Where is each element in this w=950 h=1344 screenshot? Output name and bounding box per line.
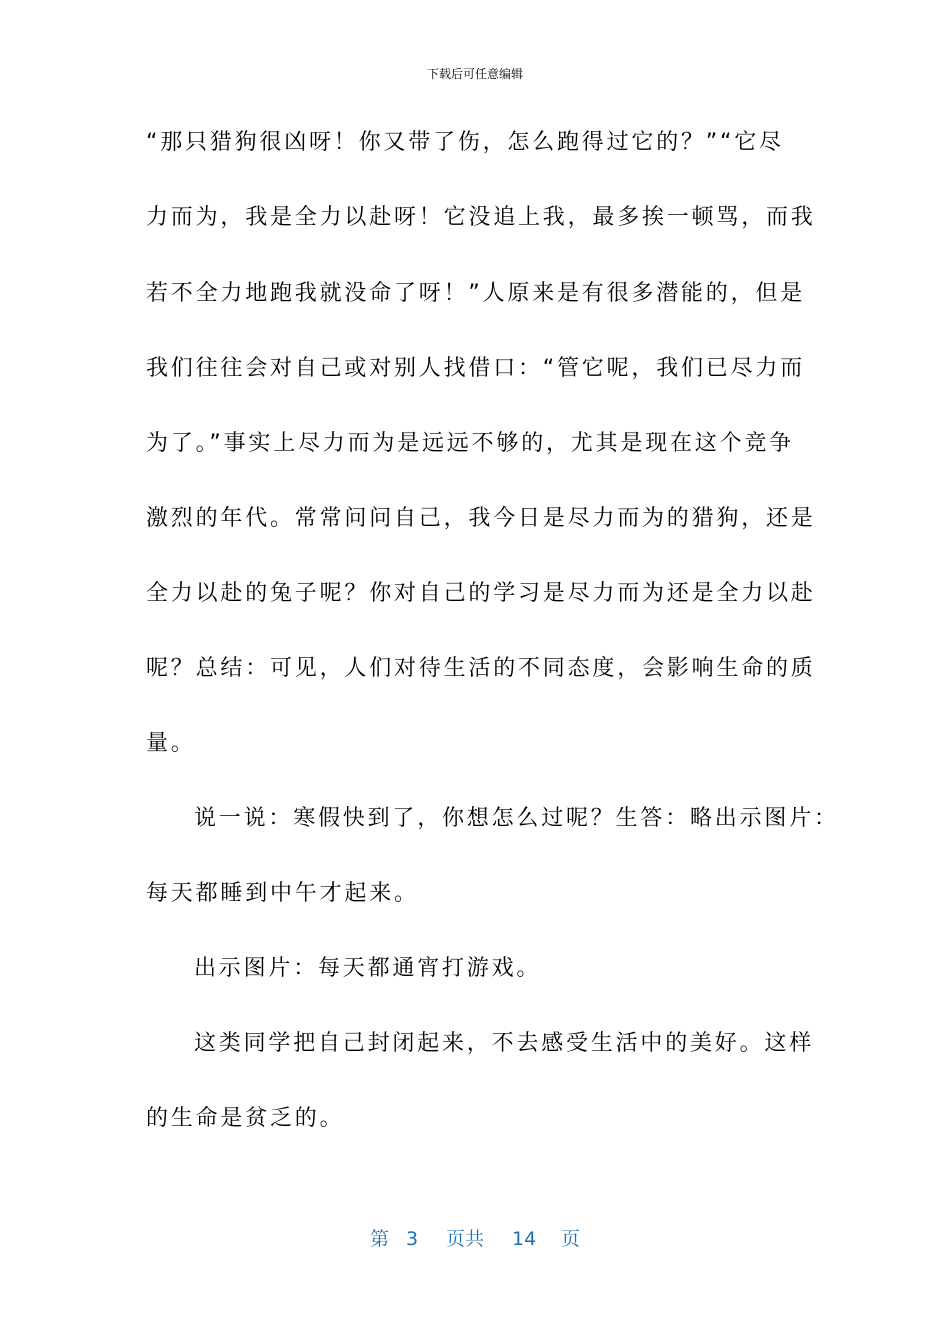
current-page-number: 3 <box>406 1228 419 1250</box>
text-line: 说一说：寒假快到了，你想怎么过呢？生答：略出示图片： <box>194 806 839 831</box>
text-line: 这类同学把自己封闭起来，不去感受生活中的美好。这样 <box>194 1031 815 1056</box>
footer-prefix: 第 <box>370 1228 390 1250</box>
text-line: 出示图片：每天都通宵打游戏。 <box>194 956 542 981</box>
footer-suffix: 页 <box>561 1228 581 1250</box>
text-line: 力而为，我是全力以赴呀！它没追上我，最多挨一顿骂，而我 <box>146 205 816 230</box>
text-line: “那只猎狗很凶呀！你又带了伤，怎么跑得过它的？”“它尽 <box>146 130 784 155</box>
text-line: 若不全力地跑我就没命了呀！”人原来是有很多潜能的，但是 <box>146 281 805 306</box>
page-footer <box>0 1225 950 1253</box>
footer-middle: 页共 <box>446 1228 485 1250</box>
text-line: 激烈的年代。常常问问自己，我今日是尽力而为的猎狗，还是 <box>146 506 816 531</box>
text-line: 的生命是贫乏的。 <box>146 1106 345 1131</box>
text-line: 每天都睡到中午才起来。 <box>146 881 419 906</box>
header-note: 下载后可任意编辑 <box>426 67 523 81</box>
text-line: 量。 <box>146 731 196 756</box>
total-pages-number: 14 <box>512 1228 537 1250</box>
text-line: 呢？总结：可见，人们对待生活的不同态度，会影响生命的质 <box>146 656 816 681</box>
text-line: 全力以赴的兔子呢？你对自己的学习是尽力而为还是全力以赴 <box>146 581 816 606</box>
text-line: 为了。”事实上尽力而为是远远不够的，尤其是现在这个竞争 <box>146 431 794 456</box>
text-line: 我们往往会对自己或对别人找借口：“管它呢，我们已尽力而 <box>146 356 805 381</box>
